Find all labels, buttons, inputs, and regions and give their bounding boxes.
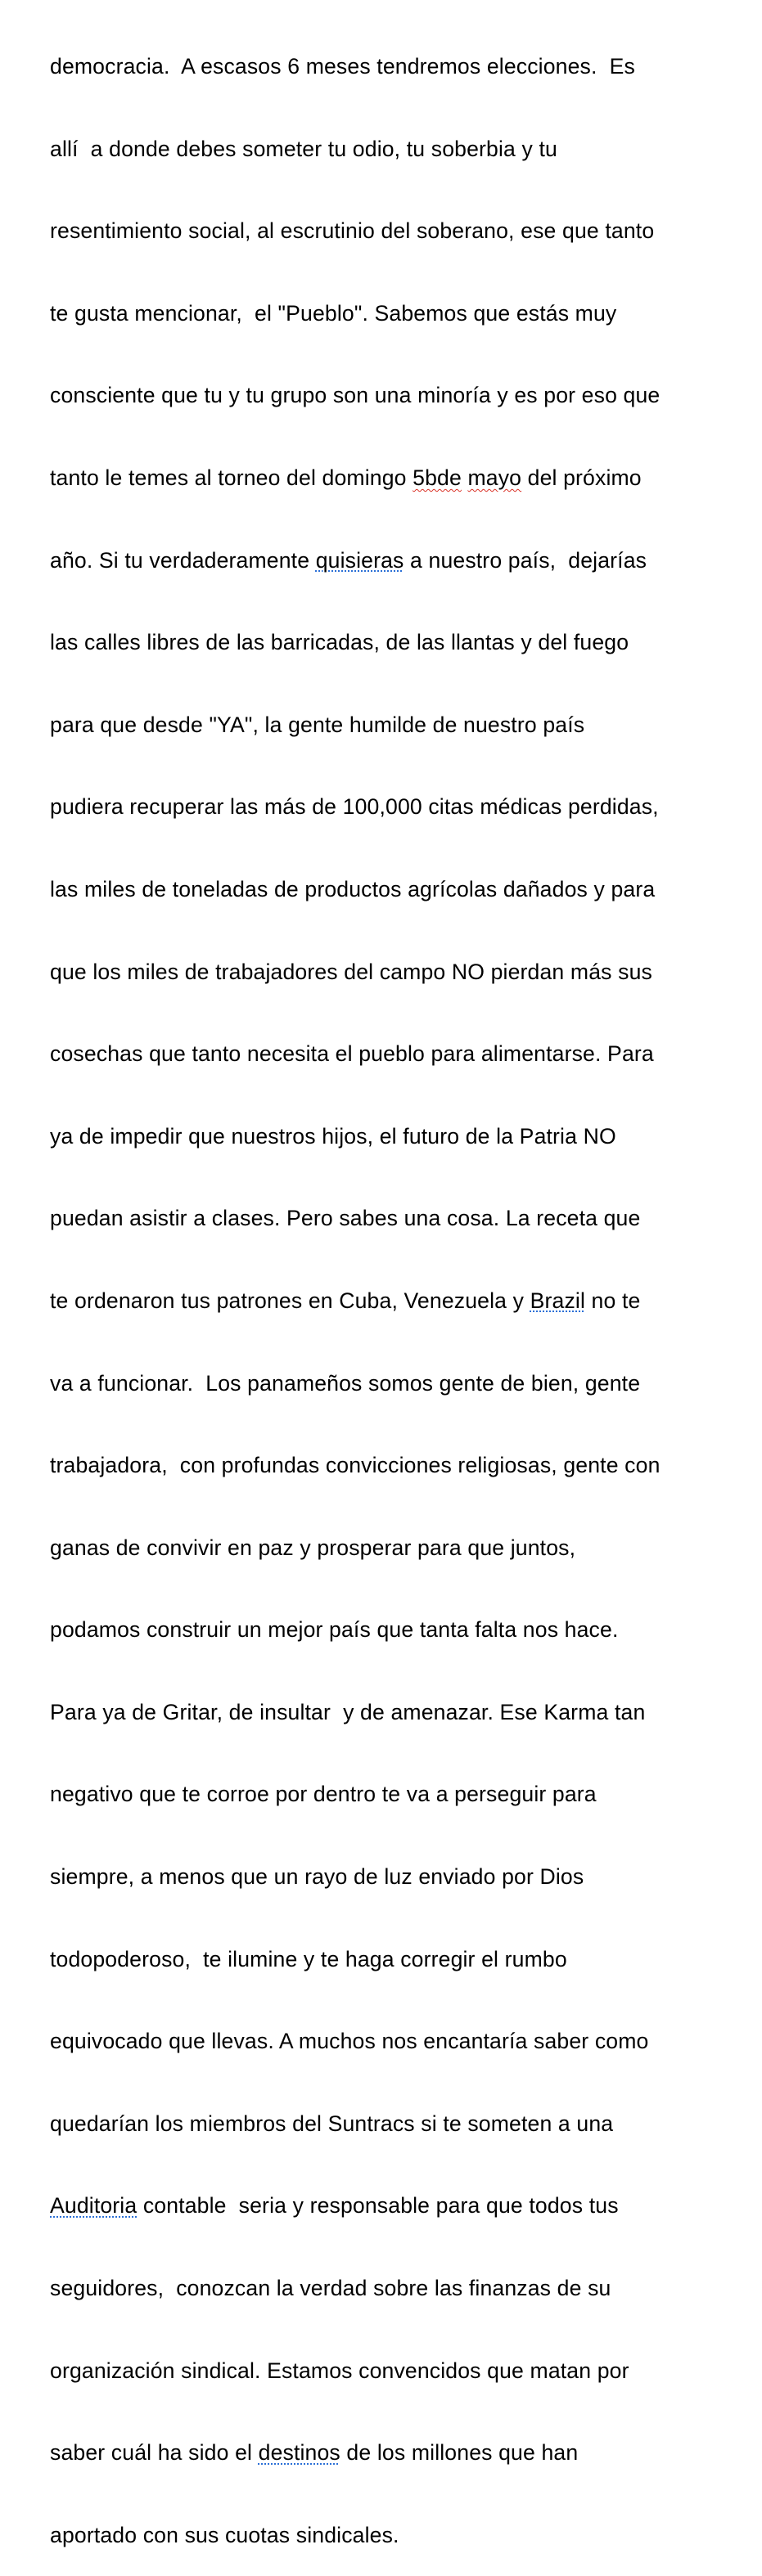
text-segment: a nuestro país, dejarías xyxy=(404,547,647,573)
text-line: para que desde "YA", la gente humilde de nuestro país xyxy=(50,712,585,737)
text-line: organización sindical. Estamos convencidos que matan por xyxy=(50,2358,629,2383)
text-line: que los miles de trabajadores del campo NO pierdan más sus xyxy=(50,959,652,984)
text-line: ganas de convivir en paz y prosperar para que juntos, xyxy=(50,1535,576,1560)
text-line: aportado con sus cuotas sindicales. xyxy=(50,2522,399,2547)
text-line: ya de impedir que nuestros hijos, el futuro de la Patria NO xyxy=(50,1123,616,1149)
grammar-flag-word[interactable]: Auditoria xyxy=(50,2193,138,2219)
text-segment: año. Si tu verdaderamente xyxy=(50,547,316,573)
text-line: podamos construir un mejor país que tanta falta nos hace. xyxy=(50,1617,619,1643)
spelling-error-word[interactable]: mayo xyxy=(467,465,522,490)
text-line xyxy=(50,1285,754,1317)
text-line: todopoderoso, te ilumine y te haga corregir el rumbo xyxy=(50,1946,567,1971)
text-line: te gusta mencionar, el "Pueblo". Sabemos que estás muy xyxy=(50,300,617,326)
grammar-flag-word[interactable]: destinos xyxy=(258,2440,340,2466)
text-line xyxy=(50,462,754,494)
text-line: siempre, a menos que un rayo de luz enviado por Dios xyxy=(50,1864,584,1890)
text-segment: de los millones que han xyxy=(340,2440,579,2466)
text-line: seguidores, conozcan la verdad sobre las finanzas de su xyxy=(50,2276,611,2301)
text-line: pudiera recuperar las más de 100,000 citas médicas perdidas, xyxy=(50,794,659,820)
text-line xyxy=(50,545,754,577)
text-segment: del próximo xyxy=(521,465,642,490)
text-line: allí a donde debes someter tu odio, tu soberbia y tu xyxy=(50,136,557,161)
text-line: las miles de toneladas de productos agrícolas dañados y para xyxy=(50,876,656,901)
text-segment: contable seria y responsable para que todos tus xyxy=(137,2193,619,2219)
text-line: va a funcionar. Los panameños somos gente de bien, gente xyxy=(50,1370,641,1396)
text-line: quedarían los miembros del Suntracs si te someten a una xyxy=(50,2111,614,2136)
text-line: trabajadora, con profundas convicciones religiosas, gente con xyxy=(50,1453,661,1478)
text-line xyxy=(50,2437,754,2469)
text-line: Para ya de Gritar, de insultar y de amenazar. Ese Karma tan xyxy=(50,1699,646,1724)
text-line: puedan asistir a clases. Pero sabes una cosa. La receta que xyxy=(50,1206,641,1231)
text-segment: te ordenaron tus patrones en Cuba, Venezuela y xyxy=(50,1288,530,1313)
grammar-flag-word[interactable]: quisieras xyxy=(315,547,404,573)
text-line: democracia. A escasos 6 meses tendremos elecciones. Es xyxy=(50,54,635,79)
text-line: equivocado que llevas. A muchos nos encantaría saber como xyxy=(50,2029,649,2054)
text-line: consciente que tu y tu grupo son una minoría y es por eso que xyxy=(50,383,661,408)
spelling-error-word[interactable]: 5bde xyxy=(413,465,462,490)
text-segment: saber cuál ha sido el xyxy=(50,2440,259,2466)
text-line: las calles libres de las barricadas, de las llantas y del fuego xyxy=(50,630,629,655)
text-segment: tanto le temes al torneo del domingo xyxy=(50,465,413,490)
grammar-flag-word[interactable]: Brazil xyxy=(530,1288,586,1313)
document-body[interactable] xyxy=(50,0,754,2576)
text-line: cosechas que tanto necesita el pueblo para alimentarse. Para xyxy=(50,1041,654,1067)
text-line: resentimiento social, al escrutinio del soberano, ese que tanto xyxy=(50,218,655,244)
text-line: negativo que te corroe por dentro te va a perseguir para xyxy=(50,1782,597,1807)
text-segment: no te xyxy=(585,1288,641,1313)
text-line xyxy=(50,2190,754,2222)
